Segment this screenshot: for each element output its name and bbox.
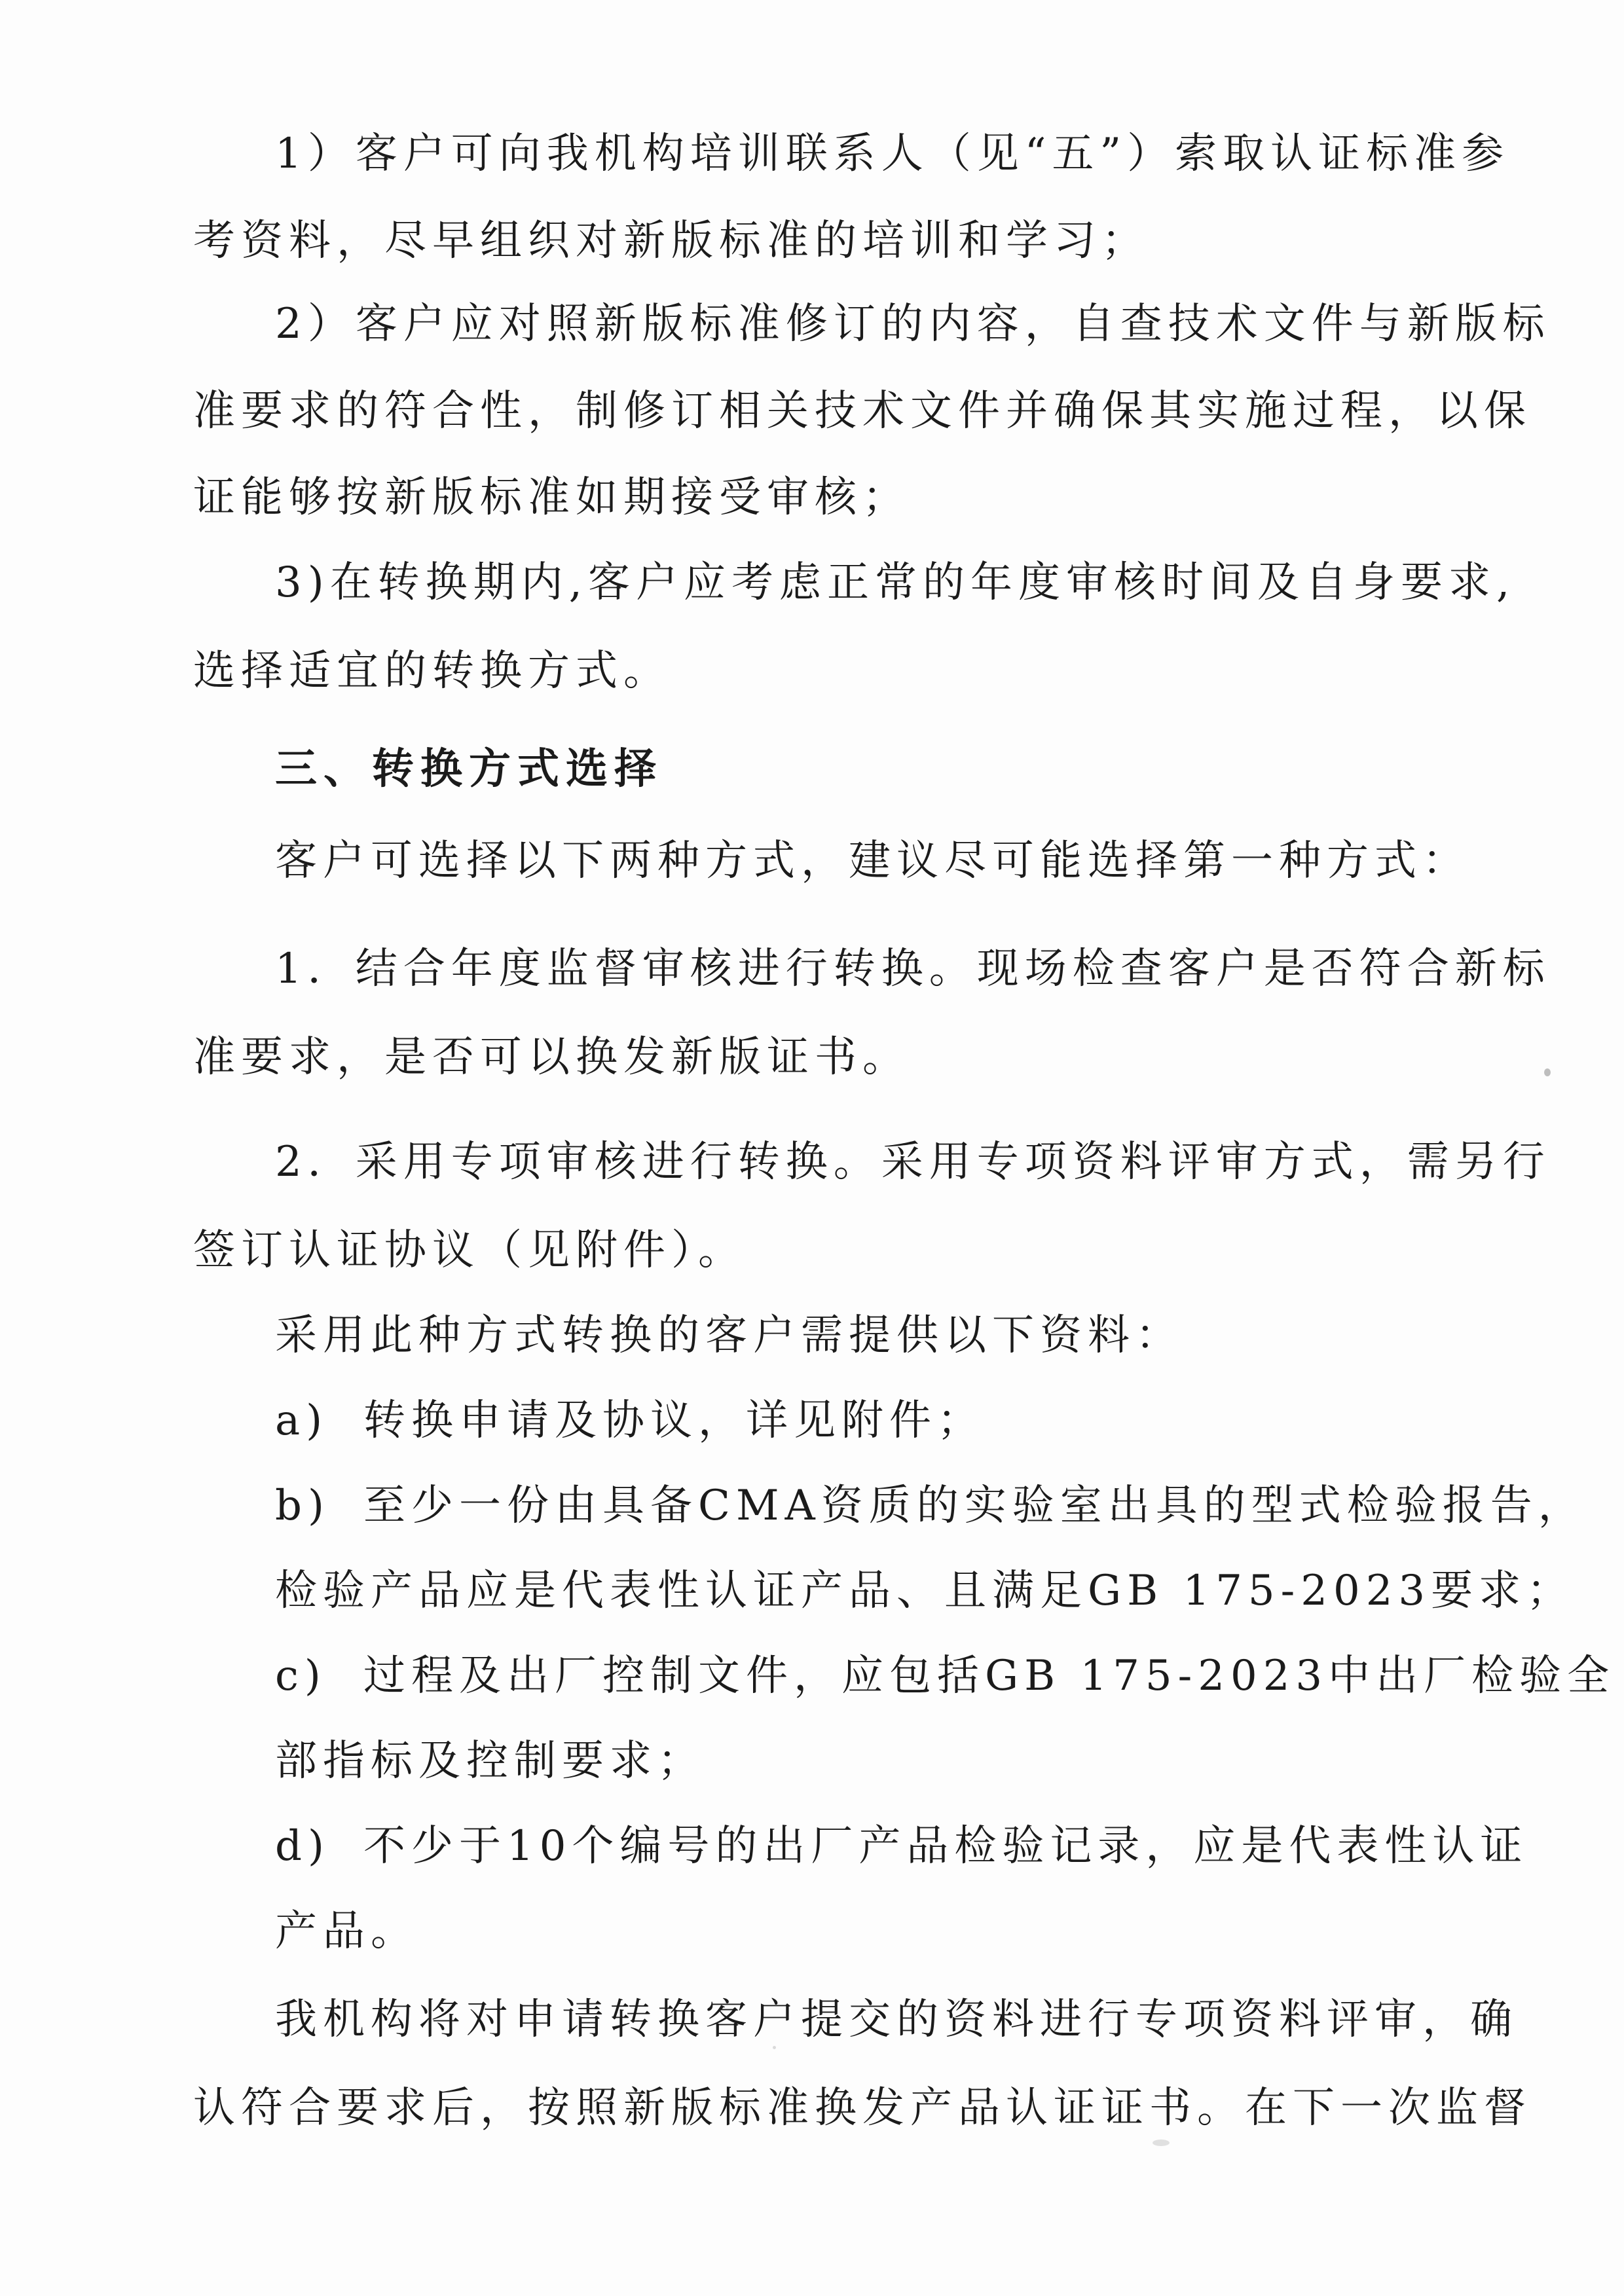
option-2-line-2: 签订认证协议（见附件）。: [193, 1226, 746, 1275]
paragraph-2-line-1: 2）客户应对照新版标准修订的内容，自查技术文件与新版标: [275, 300, 1551, 348]
paragraph-2-line-3: 证能够按新版标准如期接受审核；: [193, 473, 910, 522]
scan-speck: [1153, 2140, 1170, 2146]
material-c-label: c): [275, 1652, 327, 1700]
options-intro: 客户可选择以下两种方式，建议尽可能选择第一种方式：: [275, 837, 1470, 885]
closing-line-1: 我机构将对申请转换客户提交的资料进行专项资料评审，确: [275, 1995, 1518, 2044]
material-a-label: a): [275, 1396, 329, 1445]
material-a-line-1: 转换申请及协议，详见附件；: [363, 1396, 985, 1445]
material-c-line-2: 部指标及控制要求；: [275, 1737, 705, 1785]
material-b-label: b): [275, 1482, 330, 1530]
scan-speck: [1544, 1068, 1551, 1076]
option-1-line-2: 准要求，是否可以换发新版证书。: [193, 1033, 910, 1082]
paragraph-3-line-1: 3)在转换期内,客户应考虑正常的年度审核时间及自身要求,: [275, 558, 1516, 607]
material-c-line-1: 过程及出厂控制文件，应包括GB 175-2023中出厂检验全: [363, 1652, 1615, 1700]
paragraph-1-line-2: 考资料，尽早组织对新版标准的培训和学习；: [193, 217, 1149, 265]
material-d-label: d): [275, 1822, 330, 1870]
material-b-line-1: 至少一份由具备CMA资质的实验室出具的型式检验报告，: [363, 1482, 1586, 1530]
option-1-line-1: 1．结合年度监督审核进行转换。现场检查客户是否符合新标: [275, 945, 1551, 993]
paragraph-2-line-2: 准要求的符合性，制修订相关技术文件并确保其实施过程，以保: [193, 387, 1532, 435]
material-d-line-1: 不少于10个编号的出厂产品检验记录，应是代表性认证: [363, 1822, 1528, 1870]
materials-intro: 采用此种方式转换的客户需提供以下资料：: [275, 1311, 1183, 1360]
material-d-line-2: 产品。: [275, 1907, 418, 1956]
scan-speck: [773, 2046, 776, 2049]
material-b-line-2: 检验产品应是代表性认证产品、且满足GB 175-2023要求；: [275, 1567, 1575, 1615]
option-2-line-1: 2．采用专项审核进行转换。采用专项资料评审方式，需另行: [275, 1138, 1551, 1186]
closing-line-2: 认符合要求后，按照新版标准换发产品认证证书。在下一次监督: [193, 2084, 1532, 2132]
section-heading: 三、转换方式选择: [275, 745, 663, 793]
paragraph-3-line-2: 选择适宜的转换方式。: [193, 647, 671, 695]
paragraph-1-line-1: 1）客户可向我机构培训联系人（见“五”）索取认证标准参: [275, 130, 1510, 178]
